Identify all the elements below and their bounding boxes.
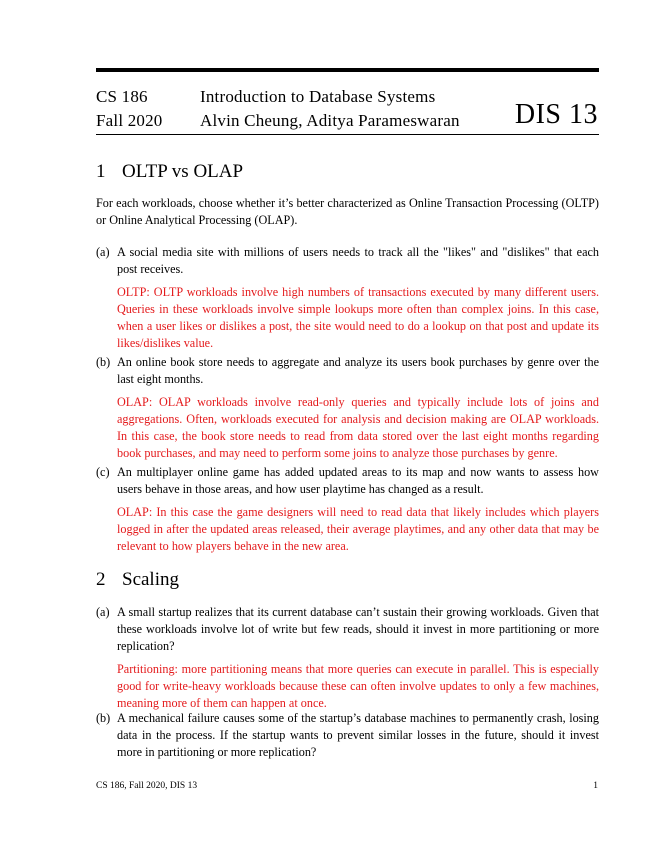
header-top-rule — [96, 68, 599, 72]
section-2-number: 2 — [96, 569, 106, 590]
question-label: (b) — [96, 355, 111, 369]
question-2a — [96, 604, 599, 712]
section-2-title: Scaling — [122, 569, 179, 590]
section-1-intro: For each workloads, choose whether it’s better characterized as Online Transaction Processing (OLTP) or Online Analytical Processing (OLAP). — [96, 196, 599, 227]
footer-course-info: CS 186, Fall 2020, DIS 13 — [96, 781, 198, 791]
section-2-heading — [96, 568, 179, 592]
question-label: (c) — [96, 465, 110, 479]
section-1-title: OLTP vs OLAP — [122, 161, 244, 182]
course-authors: Alvin Cheung, Aditya Parameswaran — [200, 111, 460, 130]
answer-text: OLAP: In this case the game designers will need to read data that likely includes which players logged in after the updated areas released, their average playtimes, and any other data that may be relevant to how players behave in the new area. — [117, 505, 599, 553]
question-2b — [96, 710, 599, 761]
question-text: An multiplayer online game has added updated areas to its map and now wants to assess how users behave in those areas, and how user playtime has changed as a result. — [117, 465, 599, 496]
question-text: A mechanical failure causes some of the startup’s database machines to permanently crash, losing data in the process. If the startup wants to prevent similar losses in the future, should it invest more in partitioning or more replication? — [117, 711, 599, 759]
answer-text: OLAP: OLAP workloads involve read-only queries and typically include lots of joins and aggregations. Often, workloads executed for analysis and decision making are OLAP workloads. In this case, the book store needs to read from data stored over the last eight months regarding book purchases, and may need to perform some joins to analyze those purchases by genre. — [117, 395, 599, 460]
answer-text: OLTP: OLTP workloads involve high numbers of transactions executed by many different users. Queries in these workloads involve simple lookups more often than complex joins. In this case, when a user likes or dislikes a post, the site would need to do a lookup on that post and update its likes/dislikes value. — [117, 285, 599, 350]
question-text: An online book store needs to aggregate and analyze its users book purchases by genre over the last eight months. — [117, 355, 599, 386]
question-text: A small startup realizes that its current database can’t sustain their growing workloads. Given that these workloads involve lot of write but few reads, should it invest in more partitioning or more replication? — [117, 605, 599, 653]
question-1b — [96, 354, 599, 462]
answer-text: Partitioning: more partitioning means that more queries can execute in parallel. This is especially good for write-heavy workloads because these can often involve updates to only a few machines, meaning more of them can happen at once. — [117, 662, 599, 710]
header-bottom-rule — [96, 134, 599, 135]
course-title: Introduction to Database Systems — [200, 87, 436, 106]
discussion-number: DIS 13 — [514, 99, 598, 130]
page-number: 1 — [593, 781, 598, 791]
question-1c — [96, 464, 599, 555]
question-label: (a) — [96, 605, 110, 619]
course-code: CS 186 — [96, 87, 148, 106]
course-term: Fall 2020 — [96, 111, 163, 130]
question-1a — [96, 244, 599, 352]
question-text: A social media site with millions of users needs to track all the "likes" and "dislikes" that each post receives. — [117, 245, 599, 276]
question-label: (b) — [96, 711, 111, 725]
section-1-number: 1 — [96, 161, 106, 182]
section-1-heading — [96, 160, 243, 184]
question-label: (a) — [96, 245, 110, 259]
